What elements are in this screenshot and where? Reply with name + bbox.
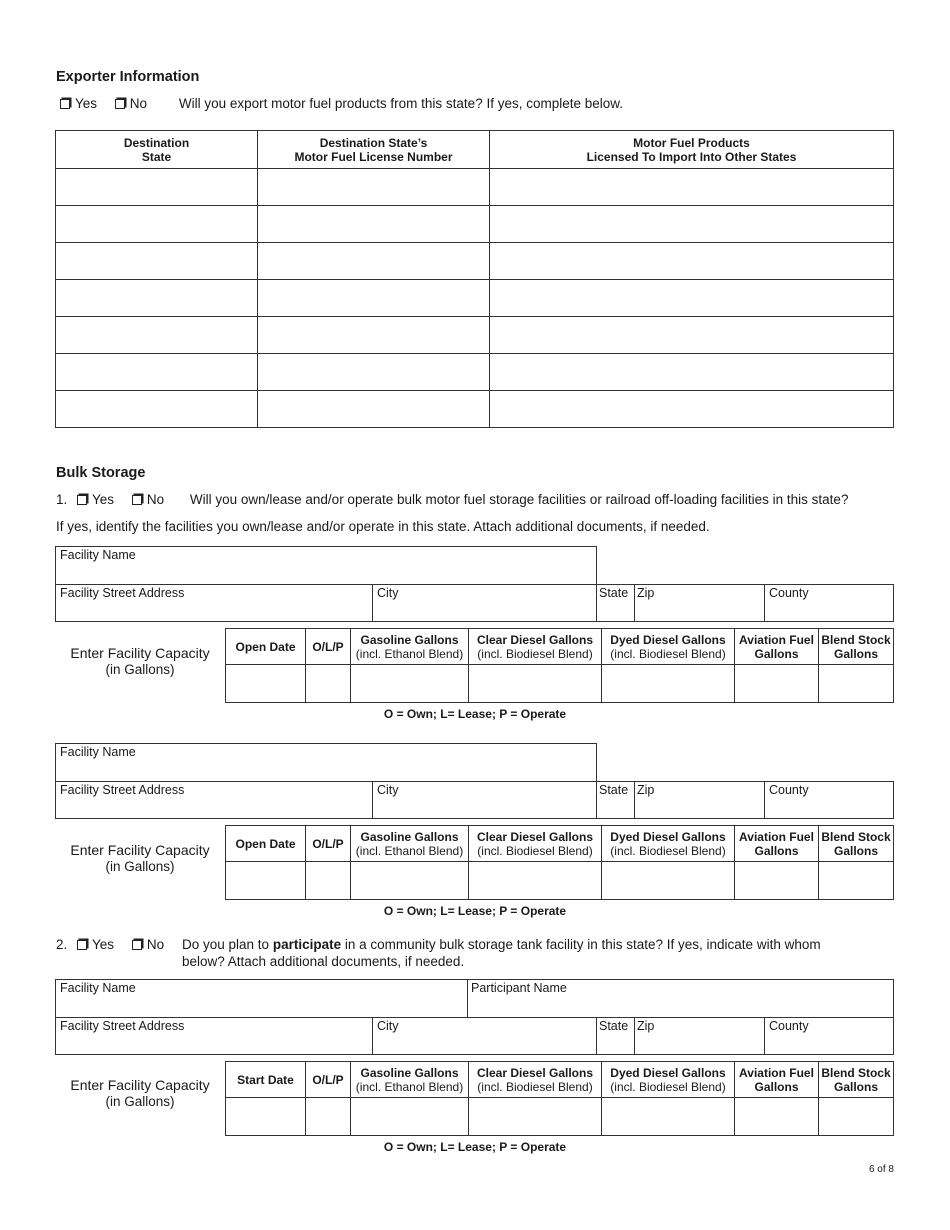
facility-name-field[interactable]: Facility Name bbox=[55, 546, 597, 585]
input-cell[interactable] bbox=[56, 206, 258, 243]
bulk-q1-instruction: If yes, identify the facilities you own/lease and/or operate in this state. Attach additional documents, if needed. bbox=[56, 519, 710, 534]
input-cell[interactable] bbox=[258, 280, 490, 317]
table-row bbox=[56, 354, 894, 391]
input-cell[interactable] bbox=[306, 1098, 351, 1136]
col-aviation: Aviation Fuel Gallons bbox=[735, 629, 819, 665]
input-cell[interactable] bbox=[258, 169, 490, 206]
col-blend-stock: Blend Stock Gallons bbox=[819, 629, 894, 665]
input-cell[interactable] bbox=[258, 206, 490, 243]
input-cell[interactable] bbox=[351, 1098, 469, 1136]
input-cell[interactable] bbox=[490, 354, 894, 391]
facility-zip-field[interactable]: Zip bbox=[634, 1017, 765, 1055]
facility-city-field[interactable]: City bbox=[372, 781, 597, 819]
input-cell[interactable] bbox=[490, 169, 894, 206]
input-cell[interactable] bbox=[351, 862, 469, 900]
input-cell[interactable] bbox=[602, 665, 735, 703]
capacity-label: Enter Facility Capacity (in Gallons) bbox=[70, 842, 210, 874]
input-cell[interactable] bbox=[226, 665, 306, 703]
input-cell[interactable] bbox=[735, 862, 819, 900]
input-cell[interactable] bbox=[602, 862, 735, 900]
bulk-q2-row: 2. Yes No bbox=[56, 937, 165, 952]
capacity-table bbox=[225, 628, 894, 703]
input-cell[interactable] bbox=[226, 862, 306, 900]
col-dyed-diesel: Dyed Diesel Gallons (incl. Biodiesel Blend) bbox=[602, 629, 735, 665]
table-row bbox=[226, 1098, 894, 1136]
facility-state-field[interactable]: State bbox=[596, 584, 635, 622]
input-cell[interactable] bbox=[490, 206, 894, 243]
table-row bbox=[56, 206, 894, 243]
capacity-label: Enter Facility Capacity (in Gallons) bbox=[70, 1077, 210, 1109]
col-clear-diesel: Clear Diesel Gallons (incl. Biodiesel Blend) bbox=[469, 826, 602, 862]
col-license-number: Destination State’s Motor Fuel License Number bbox=[258, 131, 490, 169]
table-row bbox=[56, 243, 894, 280]
table-row bbox=[226, 862, 894, 900]
checkbox-icon[interactable] bbox=[132, 940, 142, 950]
capacity-header-row bbox=[226, 1062, 894, 1098]
col-gasoline: Gasoline Gallons (incl. Ethanol Blend) bbox=[351, 826, 469, 862]
bulk-q1-yes-option[interactable]: Yes bbox=[77, 492, 114, 507]
checkbox-icon[interactable] bbox=[60, 99, 70, 109]
exporter-question-row bbox=[60, 96, 623, 111]
exporter-yes-option[interactable]: Yes bbox=[60, 96, 97, 111]
input-cell[interactable] bbox=[306, 862, 351, 900]
input-cell[interactable] bbox=[735, 665, 819, 703]
olp-legend: O = Own; L= Lease; P = Operate bbox=[383, 707, 567, 721]
col-open-date: Open Date bbox=[226, 629, 306, 665]
facility-city-field[interactable]: City bbox=[372, 584, 597, 622]
input-cell[interactable] bbox=[819, 665, 894, 703]
capacity-table bbox=[225, 825, 894, 900]
bulk-q2-line2: below? Attach additional documents, if needed. bbox=[182, 954, 465, 969]
capacity-label: Enter Facility Capacity (in Gallons) bbox=[70, 645, 210, 677]
input-cell[interactable] bbox=[258, 243, 490, 280]
col-gasoline: Gasoline Gallons (incl. Ethanol Blend) bbox=[351, 629, 469, 665]
bulk-q2-text: Do you plan to participate in a community bulk storage tank facility in this state? If yes, indicate with whom bbox=[182, 937, 821, 952]
facility-name-field[interactable]: Facility Name bbox=[55, 743, 597, 782]
col-dyed-diesel: Dyed Diesel Gallons (incl. Biodiesel Blend) bbox=[602, 1062, 735, 1098]
table-row bbox=[56, 391, 894, 428]
col-gasoline: Gasoline Gallons (incl. Ethanol Blend) bbox=[351, 1062, 469, 1098]
exporter-title: Exporter Information bbox=[56, 69, 200, 85]
col-olp: O/L/P bbox=[306, 826, 351, 862]
checkbox-icon[interactable] bbox=[77, 940, 87, 950]
col-blend-stock: Blend Stock Gallons bbox=[819, 1062, 894, 1098]
input-cell[interactable] bbox=[490, 391, 894, 428]
col-destination-state: Destination State bbox=[56, 131, 258, 169]
page-number: 6 of 8 bbox=[868, 1164, 894, 1175]
col-clear-diesel: Clear Diesel Gallons (incl. Biodiesel Blend) bbox=[469, 629, 602, 665]
col-blend-stock: Blend Stock Gallons bbox=[819, 826, 894, 862]
col-clear-diesel: Clear Diesel Gallons (incl. Biodiesel Blend) bbox=[469, 1062, 602, 1098]
facility-street-field[interactable]: Facility Street Address bbox=[55, 1017, 373, 1055]
olp-legend: O = Own; L= Lease; P = Operate bbox=[383, 1140, 567, 1154]
col-start-date: Start Date bbox=[226, 1062, 306, 1098]
facility-name-field[interactable]: Facility Name bbox=[55, 979, 468, 1018]
capacity-header-row bbox=[226, 826, 894, 862]
exporter-header-row bbox=[56, 131, 894, 169]
table-row bbox=[56, 169, 894, 206]
facility-zip-field[interactable]: Zip bbox=[634, 584, 765, 622]
input-cell[interactable] bbox=[56, 280, 258, 317]
input-cell[interactable] bbox=[226, 1098, 306, 1136]
exporter-question: Will you export motor fuel products from this state? If yes, complete below. bbox=[178, 96, 624, 111]
input-cell[interactable] bbox=[258, 354, 490, 391]
participant-name-field[interactable]: Participant Name bbox=[467, 979, 894, 1018]
input-cell[interactable] bbox=[56, 354, 258, 391]
input-cell[interactable] bbox=[56, 243, 258, 280]
input-cell[interactable] bbox=[490, 317, 894, 354]
olp-legend: O = Own; L= Lease; P = Operate bbox=[383, 904, 567, 918]
facility-county-field[interactable]: County bbox=[764, 584, 894, 622]
bulk-q1-text: Will you own/lease and/or operate bulk motor fuel storage facilities or railroad off-loading facilities in this state? bbox=[189, 492, 849, 507]
input-cell[interactable] bbox=[469, 665, 602, 703]
col-dyed-diesel: Dyed Diesel Gallons (incl. Biodiesel Blend) bbox=[602, 826, 735, 862]
capacity-header-row bbox=[226, 629, 894, 665]
col-aviation: Aviation Fuel Gallons bbox=[735, 826, 819, 862]
input-cell[interactable] bbox=[490, 243, 894, 280]
col-olp: O/L/P bbox=[306, 1062, 351, 1098]
bulk-q1-no-option[interactable]: No bbox=[132, 492, 164, 507]
input-cell[interactable] bbox=[258, 317, 490, 354]
facility-zip-field[interactable]: Zip bbox=[634, 781, 765, 819]
input-cell[interactable] bbox=[56, 317, 258, 354]
input-cell[interactable] bbox=[490, 280, 894, 317]
checkbox-icon[interactable] bbox=[132, 495, 142, 505]
bulk-q1-row: 1. Yes No Will you own/lease and/or operate bulk motor fuel storage facilities or railroad off-loading facilities in this state? bbox=[56, 492, 849, 507]
facility-state-field[interactable]: State bbox=[596, 781, 635, 819]
input-cell[interactable] bbox=[819, 1098, 894, 1136]
facility-county-field[interactable]: County bbox=[764, 781, 894, 819]
input-cell[interactable] bbox=[306, 665, 351, 703]
facility-state-field[interactable]: State bbox=[596, 1017, 635, 1055]
bulk-storage-title: Bulk Storage bbox=[56, 465, 146, 481]
checkbox-icon[interactable] bbox=[115, 99, 125, 109]
input-cell[interactable] bbox=[56, 391, 258, 428]
bulk-q2-yes-option[interactable]: Yes bbox=[77, 937, 114, 952]
facility-county-field[interactable]: County bbox=[764, 1017, 894, 1055]
input-cell[interactable] bbox=[351, 665, 469, 703]
input-cell[interactable] bbox=[56, 169, 258, 206]
input-cell[interactable] bbox=[819, 862, 894, 900]
capacity-table bbox=[225, 1061, 894, 1136]
col-open-date: Open Date bbox=[226, 826, 306, 862]
col-olp: O/L/P bbox=[306, 629, 351, 665]
table-row bbox=[226, 665, 894, 703]
checkbox-icon[interactable] bbox=[77, 495, 87, 505]
input-cell[interactable] bbox=[469, 862, 602, 900]
bulk-q2-no-option[interactable]: No bbox=[132, 937, 164, 952]
facility-street-field[interactable]: Facility Street Address bbox=[55, 584, 373, 622]
col-motor-fuel-products: Motor Fuel Products Licensed To Import Into Other States bbox=[490, 131, 894, 169]
exporter-no-option[interactable]: No bbox=[115, 96, 147, 111]
col-aviation: Aviation Fuel Gallons bbox=[735, 1062, 819, 1098]
facility-street-field[interactable]: Facility Street Address bbox=[55, 781, 373, 819]
input-cell[interactable] bbox=[258, 391, 490, 428]
input-cell[interactable] bbox=[602, 1098, 735, 1136]
table-row bbox=[56, 317, 894, 354]
input-cell[interactable] bbox=[735, 1098, 819, 1136]
exporter-table bbox=[55, 130, 894, 428]
input-cell[interactable] bbox=[469, 1098, 602, 1136]
facility-city-field[interactable]: City bbox=[372, 1017, 597, 1055]
table-row bbox=[56, 280, 894, 317]
